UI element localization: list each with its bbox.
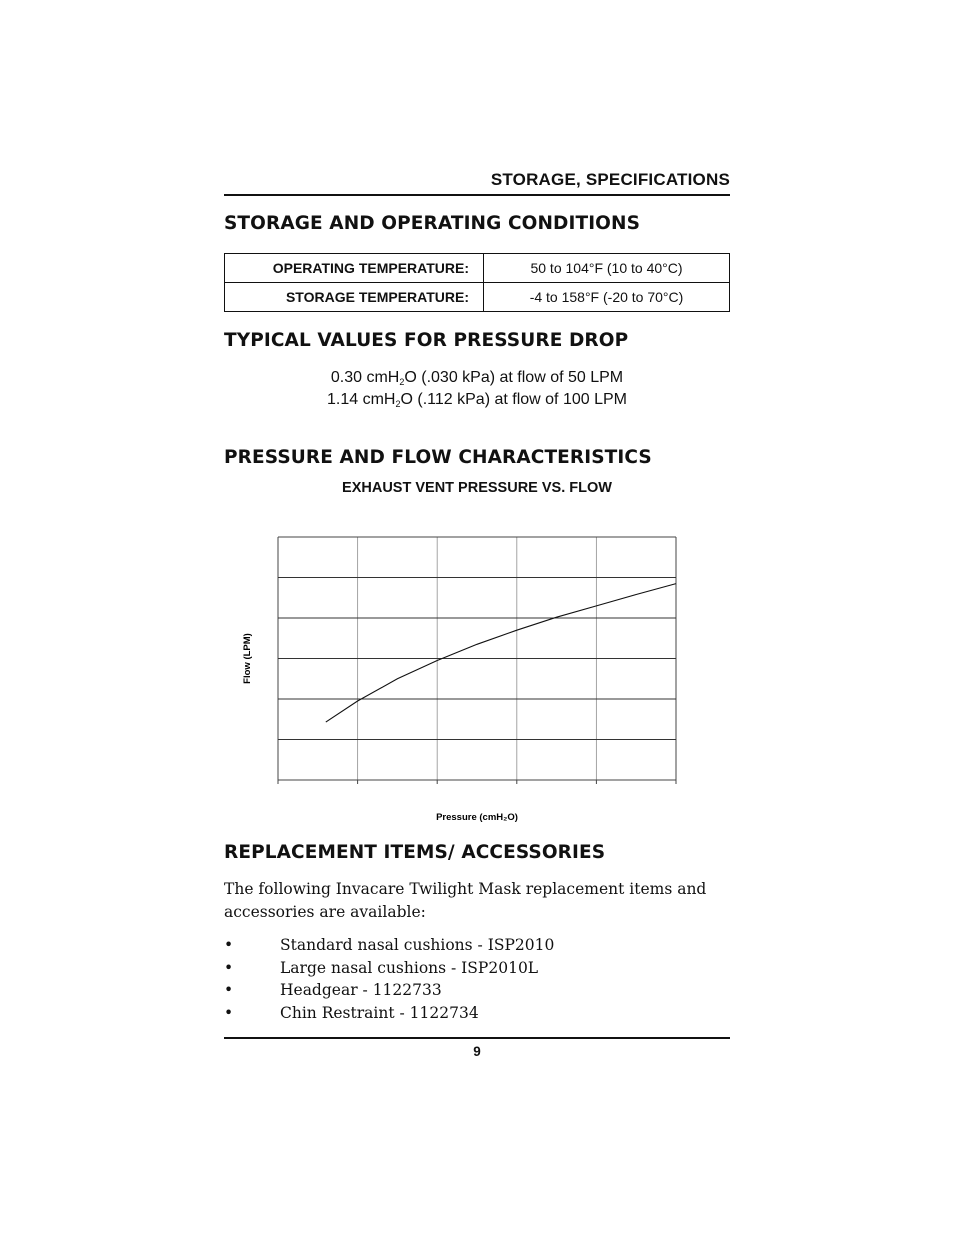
list-item <box>224 957 730 980</box>
accessories-title: REPLACEMENT ITEMS/ ACCESSORIES <box>224 842 606 863</box>
list-item <box>224 934 730 957</box>
storage-section-title: STORAGE AND OPERATING CONDITIONS <box>224 213 641 234</box>
item-text: Standard nasal cushions - ISP2010 <box>280 936 555 954</box>
chart-grid <box>278 537 676 784</box>
list-item <box>224 1002 730 1025</box>
operating-temperature-label: OPERATING TEMPERATURE: <box>225 254 484 283</box>
storage-temperature-label: STORAGE TEMPERATURE: <box>225 283 484 312</box>
page-number: 9 <box>473 1044 481 1059</box>
characteristics-title: PRESSURE AND FLOW CHARACTERISTICS <box>224 447 652 468</box>
list-item <box>224 979 730 1002</box>
accessories-intro: The following Invacare Twilight Mask replacement items and accessories are available: <box>224 880 707 921</box>
bullet: • <box>224 1003 234 1022</box>
table-row <box>225 254 730 283</box>
item-text: Headgear - 1122733 <box>280 981 442 1000</box>
y-axis-label: Flow (LPM) <box>242 633 253 684</box>
bullet: • <box>224 958 234 977</box>
table-row <box>225 283 730 312</box>
item-text: Chin Restraint - 1122734 <box>280 1003 479 1022</box>
running-header: STORAGE, SPECIFICATIONS <box>490 170 730 189</box>
pressure-drop-line-2: 1.14 cmH$_2$O (.112 kPa) at flow of 100 LPM <box>327 391 627 409</box>
bullet: • <box>224 936 234 954</box>
footer-rule <box>224 1037 730 1039</box>
x-axis-label: Pressure (cmH₂O) <box>436 812 518 823</box>
chart-title: EXHAUST VENT PRESSURE VS. FLOW <box>342 480 612 496</box>
pressure-drop-title: TYPICAL VALUES FOR PRESSURE DROP <box>224 330 629 351</box>
flow-curve <box>326 584 676 723</box>
accessories-list <box>224 934 730 1024</box>
bullet: • <box>224 981 234 1000</box>
header-rule <box>224 194 730 196</box>
storage-temperature-value: -4 to 158°F (-20 to 70°C) <box>484 283 730 312</box>
pressure-drop-line-1: 0.30 cmH$_2$O (.030 kPa) at flow of 50 LPM <box>330 369 624 387</box>
operating-temperature-value: 50 to 104°F (10 to 40°C) <box>484 254 730 283</box>
pressure-flow-chart <box>224 520 730 840</box>
storage-conditions-table <box>224 253 730 312</box>
item-text: Large nasal cushions - ISP2010L <box>280 958 539 977</box>
